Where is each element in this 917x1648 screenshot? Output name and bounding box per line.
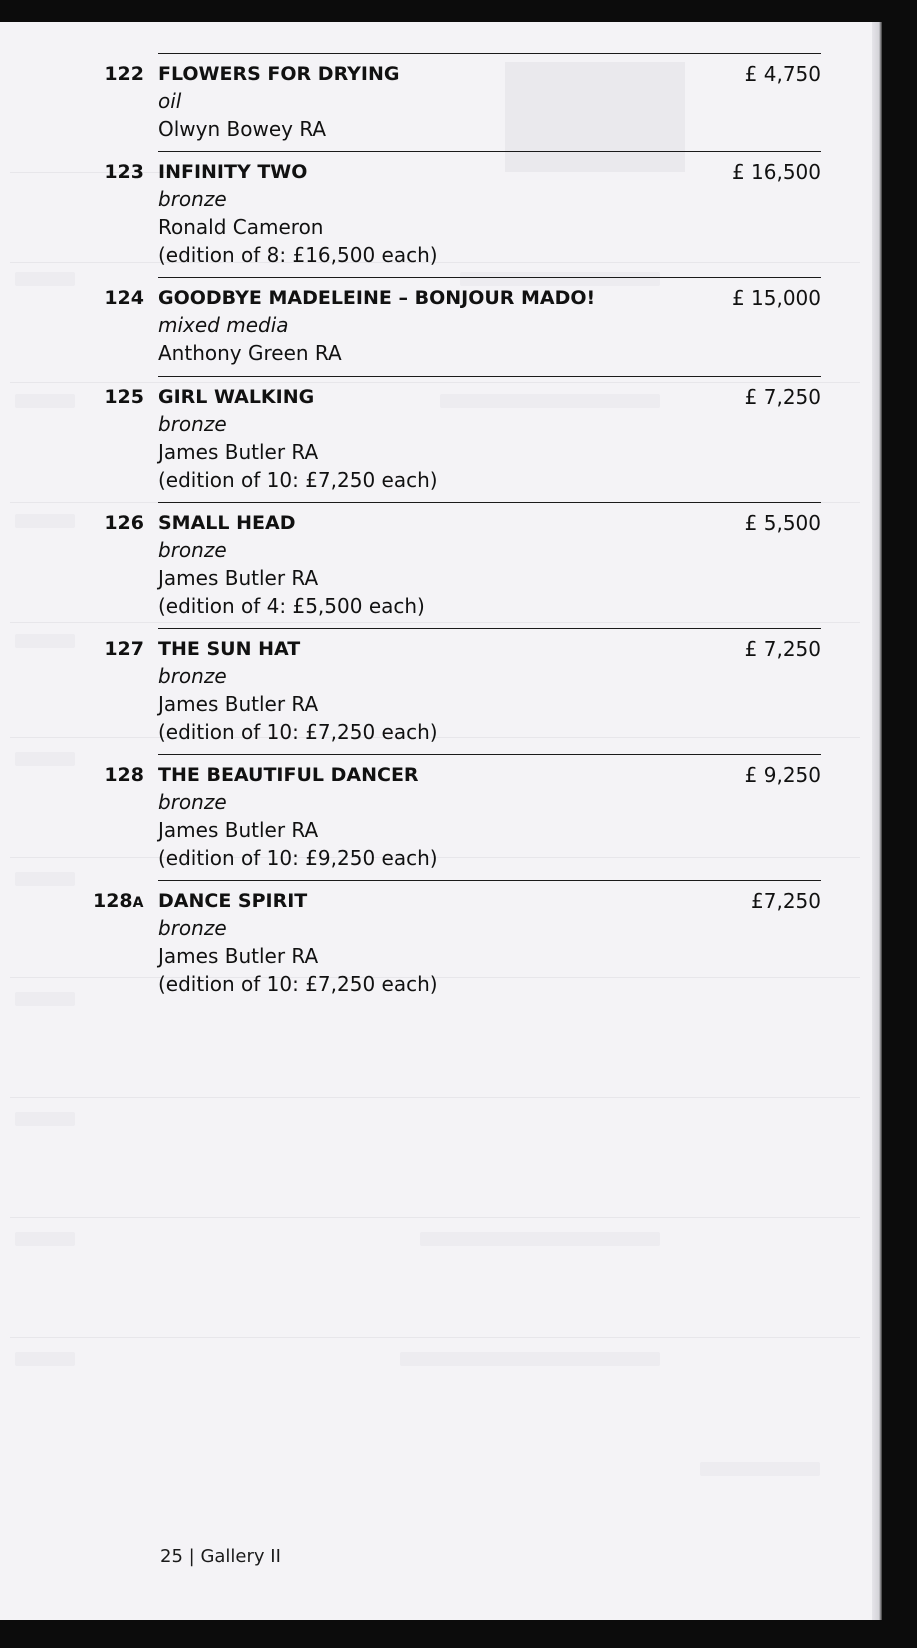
entry-artist: James Butler RA <box>158 692 319 716</box>
entry-artist: James Butler RA <box>158 818 319 842</box>
entry-medium: bronze <box>158 412 227 436</box>
entry-title: DANCE SPIRIT <box>158 890 308 912</box>
entry-number: 128A <box>92 890 144 912</box>
entry-artist: Ronald Cameron <box>158 215 324 239</box>
entry-medium: bronze <box>158 538 227 562</box>
entry-number: 124 <box>104 287 144 309</box>
entry-number: 127 <box>104 638 144 660</box>
entry-medium: oil <box>158 89 182 113</box>
page-footer <box>160 1546 281 1567</box>
entry-price: £ 5,500 <box>744 511 821 535</box>
entry-artist: James Butler RA <box>158 440 319 464</box>
entry-edition: (edition of 8: £16,500 each) <box>158 243 438 267</box>
catalogue-page <box>0 22 878 1620</box>
page-number: 25 <box>160 1546 183 1567</box>
entry-edition: (edition of 10: £7,250 each) <box>158 468 438 492</box>
entry-divider <box>158 628 821 629</box>
entry-edition: (edition of 10: £7,250 each) <box>158 720 438 744</box>
entry-edition: (edition of 4: £5,500 each) <box>158 594 425 618</box>
entry-artist: James Butler RA <box>158 566 319 590</box>
entry-price: £ 15,000 <box>731 286 821 310</box>
entry-medium: mixed media <box>158 313 289 337</box>
entry-divider <box>158 502 821 503</box>
entry-number: 125 <box>104 386 144 408</box>
section-name: Gallery II <box>200 1546 281 1567</box>
footer-separator: | <box>188 1546 195 1567</box>
entry-title: THE SUN HAT <box>158 638 301 660</box>
entry-medium: bronze <box>158 916 227 940</box>
entry-medium: bronze <box>158 187 227 211</box>
entry-price: £7,250 <box>751 889 821 913</box>
entry-edition: (edition of 10: £9,250 each) <box>158 846 438 870</box>
entry-divider <box>158 754 821 755</box>
entry-divider <box>158 277 821 278</box>
entry-number: 126 <box>104 512 144 534</box>
entry-medium: bronze <box>158 664 227 688</box>
entry-price: £ 16,500 <box>731 160 821 184</box>
entry-title: GOODBYE MADELEINE – BONJOUR MADO! <box>158 287 596 309</box>
entry-edition: (edition of 10: £7,250 each) <box>158 972 438 996</box>
entry-artist: Olwyn Bowey RA <box>158 117 327 141</box>
entry-artist: James Butler RA <box>158 944 319 968</box>
entry-divider <box>158 151 821 152</box>
entry-divider <box>158 880 821 881</box>
entry-title: GIRL WALKING <box>158 386 315 408</box>
entry-price: £ 7,250 <box>744 385 821 409</box>
entry-number: 122 <box>104 63 144 85</box>
entry-title: THE BEAUTIFUL DANCER <box>158 764 419 786</box>
page-edge <box>872 22 882 1620</box>
entry-divider <box>158 376 821 377</box>
entry-price: £ 7,250 <box>744 637 821 661</box>
entry-number: 128 <box>104 764 144 786</box>
entry-divider <box>158 53 821 54</box>
entry-number: 123 <box>104 161 144 183</box>
entry-price: £ 9,250 <box>744 763 821 787</box>
entry-title: SMALL HEAD <box>158 512 296 534</box>
entry-artist: Anthony Green RA <box>158 341 342 365</box>
entry-title: FLOWERS FOR DRYING <box>158 63 400 85</box>
entry-price: £ 4,750 <box>744 62 821 86</box>
entry-title: INFINITY TWO <box>158 161 308 183</box>
entry-medium: bronze <box>158 790 227 814</box>
